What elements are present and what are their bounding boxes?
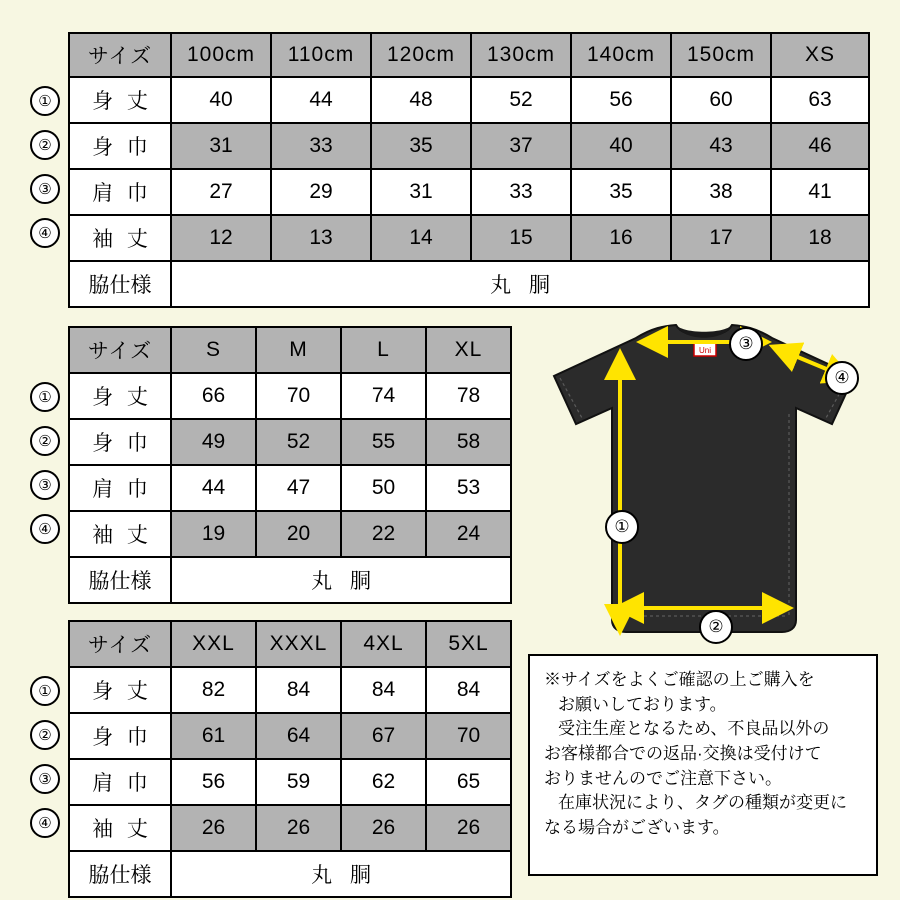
cell-value: 50 [341, 465, 426, 511]
marker-sleeve-length: ④ [30, 808, 60, 838]
cell-value: 70 [256, 373, 341, 419]
cell-value: 43 [671, 123, 771, 169]
row-label: 身 巾 [69, 713, 171, 759]
cell-value: 17 [671, 215, 771, 261]
cell-value: 41 [771, 169, 869, 215]
cell-value: 60 [671, 77, 771, 123]
table-row [69, 215, 869, 261]
table-footer-row [69, 557, 511, 603]
row-label: 身 巾 [69, 419, 171, 465]
marker-body-length: ① [30, 382, 60, 412]
cell-value: 55 [341, 419, 426, 465]
footer-label: 脇仕様 [69, 261, 171, 307]
cell-value: 44 [171, 465, 256, 511]
row-label: 袖 丈 [69, 215, 171, 261]
note-line: 受注生産となるため、不良品以外の [558, 719, 830, 739]
cell-value: 56 [171, 759, 256, 805]
cell-value: 67 [341, 713, 426, 759]
tshirt-diagram [524, 320, 884, 650]
cell-value: 66 [171, 373, 256, 419]
cell-value: 48 [371, 77, 471, 123]
header-cell: 120cm [371, 33, 471, 77]
cell-value: 82 [171, 667, 256, 713]
cell-value: 18 [771, 215, 869, 261]
cell-value: 24 [426, 511, 511, 557]
marker-body-width: ② [30, 130, 60, 160]
cell-value: 19 [171, 511, 256, 557]
row-label: 袖 丈 [69, 511, 171, 557]
cell-value: 33 [271, 123, 371, 169]
marker-shoulder-width: ③ [30, 764, 60, 794]
row-label: 身 丈 [69, 373, 171, 419]
table-row [69, 77, 869, 123]
cell-value: 63 [771, 77, 869, 123]
cell-value: 47 [256, 465, 341, 511]
size-table-kids [68, 32, 870, 308]
table-row [69, 759, 511, 805]
cell-value: 53 [426, 465, 511, 511]
row-label: 肩 巾 [69, 465, 171, 511]
cell-value: 65 [426, 759, 511, 805]
cell-value: 46 [771, 123, 869, 169]
row-label: 袖 丈 [69, 805, 171, 851]
header-cell: サイズ [69, 327, 171, 373]
cell-value: 12 [171, 215, 271, 261]
cell-value: 49 [171, 419, 256, 465]
cell-value: 15 [471, 215, 571, 261]
header-cell: 130cm [471, 33, 571, 77]
table-row [69, 805, 511, 851]
table-row [69, 465, 511, 511]
table-footer-row [69, 261, 869, 307]
cell-value: 35 [571, 169, 671, 215]
cell-value: 74 [341, 373, 426, 419]
note-line: なる場合がございます。 [544, 817, 730, 837]
cell-value: 52 [256, 419, 341, 465]
row-label: 肩 巾 [69, 169, 171, 215]
marker-sleeve-length: ④ [30, 514, 60, 544]
cell-value: 56 [571, 77, 671, 123]
cell-value: 20 [256, 511, 341, 557]
header-cell: 5XL [426, 621, 511, 667]
marker-sleeve-length: ④ [30, 218, 60, 248]
diagram-marker-shoulder-width: ③ [729, 327, 763, 361]
cell-value: 37 [471, 123, 571, 169]
cell-value: 64 [256, 713, 341, 759]
cell-value: 58 [426, 419, 511, 465]
cell-value: 33 [471, 169, 571, 215]
header-cell: XXXL [256, 621, 341, 667]
table-row [69, 713, 511, 759]
header-cell: S [171, 327, 256, 373]
purchase-note-box [528, 654, 878, 876]
header-cell: XL [426, 327, 511, 373]
cell-value: 84 [256, 667, 341, 713]
footer-value: 丸 胴 [171, 851, 511, 897]
table-row [69, 373, 511, 419]
cell-value: 44 [271, 77, 371, 123]
header-cell: XXL [171, 621, 256, 667]
footer-value: 丸 胴 [171, 557, 511, 603]
cell-value: 78 [426, 373, 511, 419]
note-line: 在庫状況により、タグの種類が変更に [558, 793, 847, 813]
table-footer-row [69, 851, 511, 897]
cell-value: 26 [426, 805, 511, 851]
cell-value: 26 [171, 805, 256, 851]
size-table-big [68, 620, 512, 898]
marker-body-width: ② [30, 426, 60, 456]
cell-value: 40 [571, 123, 671, 169]
table-row [69, 667, 511, 713]
note-line: おりませんのでご注意下さい。 [544, 768, 782, 788]
marker-body-length: ① [30, 676, 60, 706]
header-cell: 140cm [571, 33, 671, 77]
cell-value: 26 [341, 805, 426, 851]
row-label: 肩 巾 [69, 759, 171, 805]
row-label: 身 巾 [69, 123, 171, 169]
header-cell: 110cm [271, 33, 371, 77]
header-cell: サイズ [69, 621, 171, 667]
cell-value: 59 [256, 759, 341, 805]
cell-value: 35 [371, 123, 471, 169]
note-line: お客様都合での返品·交換は受付けて [544, 743, 822, 763]
note-line: ※サイズをよくご確認の上ご購入を [544, 670, 815, 689]
table-row [69, 511, 511, 557]
marker-shoulder-width: ③ [30, 174, 60, 204]
header-cell: L [341, 327, 426, 373]
marker-body-width: ② [30, 720, 60, 750]
cell-value: 27 [171, 169, 271, 215]
brand-tag-label: Uni [698, 346, 712, 355]
table-header-row [69, 621, 511, 667]
table-header-row [69, 327, 511, 373]
marker-body-length: ① [30, 86, 60, 116]
cell-value: 38 [671, 169, 771, 215]
row-label: 身 丈 [69, 77, 171, 123]
cell-value: 29 [271, 169, 371, 215]
header-cell: 4XL [341, 621, 426, 667]
table-row [69, 419, 511, 465]
marker-shoulder-width: ③ [30, 470, 60, 500]
footer-value: 丸 胴 [171, 261, 869, 307]
cell-value: 61 [171, 713, 256, 759]
size-table-adult [68, 326, 512, 604]
shirt-body [554, 325, 854, 632]
table-header-row [69, 33, 869, 77]
footer-label: 脇仕様 [69, 557, 171, 603]
cell-value: 40 [171, 77, 271, 123]
diagram-marker-body-length: ① [605, 510, 639, 544]
table-row [69, 123, 869, 169]
header-cell: 100cm [171, 33, 271, 77]
header-cell: 150cm [671, 33, 771, 77]
cell-value: 52 [471, 77, 571, 123]
note-line: お願いしております。 [558, 694, 727, 714]
row-label: 身 丈 [69, 667, 171, 713]
diagram-marker-sleeve-length: ④ [825, 361, 859, 395]
cell-value: 84 [341, 667, 426, 713]
cell-value: 22 [341, 511, 426, 557]
cell-value: 84 [426, 667, 511, 713]
header-cell: XS [771, 33, 869, 77]
cell-value: 62 [341, 759, 426, 805]
cell-value: 16 [571, 215, 671, 261]
cell-value: 70 [426, 713, 511, 759]
header-cell: サイズ [69, 33, 171, 77]
diagram-marker-body-width: ② [699, 610, 733, 644]
cell-value: 13 [271, 215, 371, 261]
cell-value: 31 [171, 123, 271, 169]
footer-label: 脇仕様 [69, 851, 171, 897]
table-row [69, 169, 869, 215]
cell-value: 31 [371, 169, 471, 215]
cell-value: 14 [371, 215, 471, 261]
cell-value: 26 [256, 805, 341, 851]
header-cell: M [256, 327, 341, 373]
